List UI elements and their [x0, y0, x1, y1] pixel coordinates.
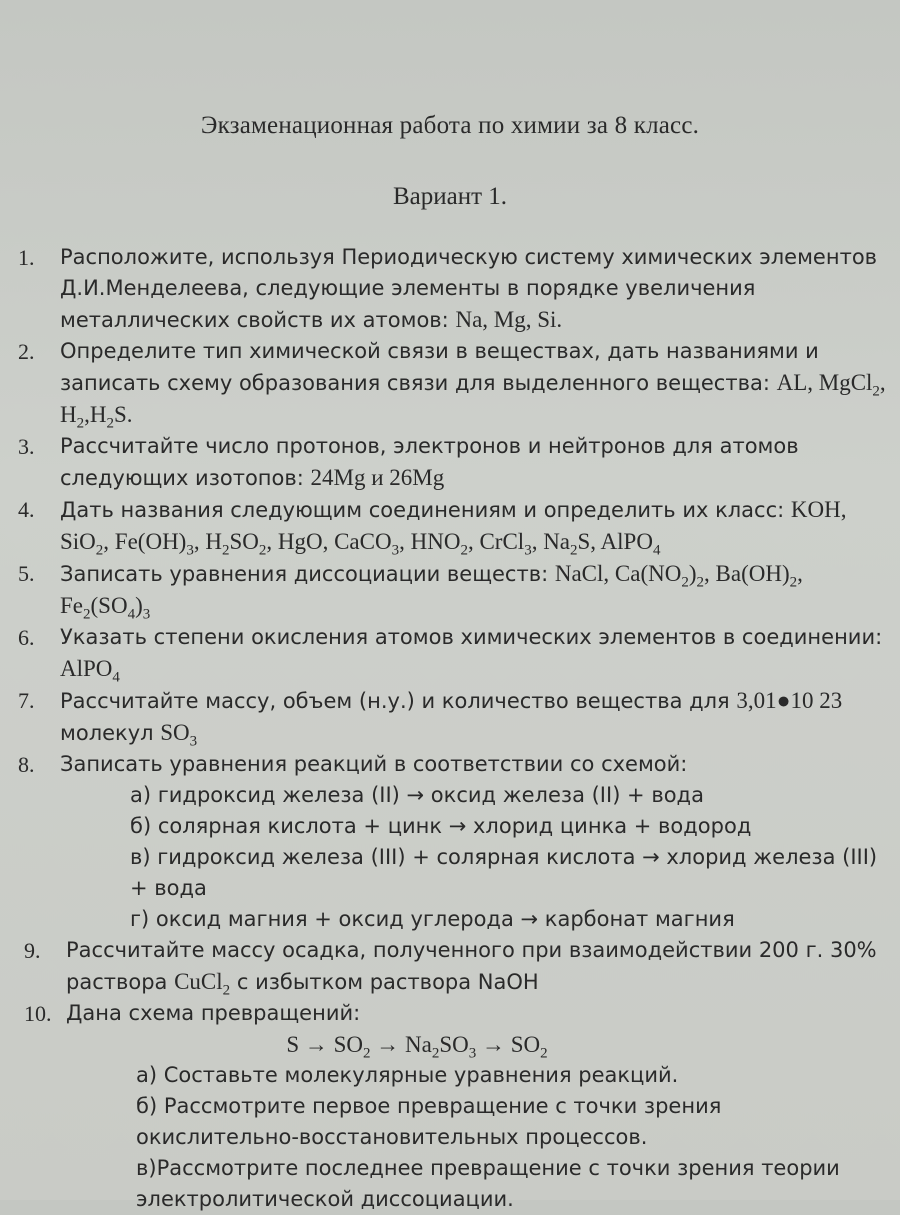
task-number: 2.	[18, 339, 35, 364]
reaction-item: а) гидроксид железа (II) → оксид железа (II) + вода	[130, 783, 704, 807]
task-number: 4.	[18, 497, 35, 522]
task-formula: $SO_3$	[160, 720, 198, 750]
reaction-item: в) гидроксид железа (III) + солярная кислота → хлорид железа (III) + вода	[130, 845, 878, 900]
variant-heading: Вариант 1.	[392, 183, 508, 210]
task-8	[18, 749, 888, 935]
task-text: Записать уравнения диссоциации веществ:	[60, 562, 549, 586]
reaction-item: г) оксид магния + оксид углерода → карбонат магния	[130, 907, 735, 931]
task-value: 3,01●10 23	[736, 688, 843, 713]
task-text: Записать уравнения реакций в соответствии со схемой:	[60, 752, 688, 776]
subtask-item: а) Составьте молекулярные уравнения реакций.	[136, 1063, 679, 1087]
task-text: Дана схема превращений:	[66, 1001, 361, 1025]
task-number: 7.	[18, 688, 35, 713]
task-formula: AL, MgCl$_2$, $H_2,H_2S$.	[60, 370, 886, 432]
task-text-tail: с избытком раствора NaOH	[236, 970, 539, 994]
task-formula: 24Mg и 26Mg	[310, 465, 445, 490]
task-text: Расположите, используя Периодическую систему химических элементов Д.И.Менделеева, следующие элементы в порядке увеличения металлических свойств их атомов:	[60, 245, 878, 332]
task-formula: AlPO$_4$	[60, 656, 120, 686]
task-9	[24, 935, 888, 998]
page-title: Экзаменационная работа по химии за 8 класс.	[200, 112, 700, 139]
subtask-list	[66, 1060, 888, 1215]
reaction-item: б) солярная кислота + цинк → хлорид цинка + водород	[130, 814, 752, 838]
transformation-scheme: $S \to SO_2 \to Na_2SO_3 \to SO_2$	[286, 1032, 548, 1062]
task-formula: NaCl, $Ca(NO_2)_2$, $Ba(OH)_2$, $Fe_2(SO_4)_3$	[60, 561, 803, 623]
task-3	[18, 431, 888, 494]
task-text: Рассчитайте число протонов, электронов и нейтронов для атомов следующих изотопов:	[60, 434, 799, 490]
task-6	[18, 622, 888, 685]
task-text-tail: молекул	[60, 721, 154, 745]
task-number: 5.	[18, 561, 35, 586]
task-text: Дать названия следующим соединениям и определить их класс:	[60, 498, 785, 522]
task-text: Определите тип химической связи в веществах, дать названиями и записать схему образования связи для выделенного вещества:	[60, 339, 819, 395]
task-number: 3.	[18, 434, 35, 459]
task-4	[18, 494, 888, 558]
task-text: Рассчитайте массу осадка, полученного при взаимодействии 200 г. 30% раствора	[66, 938, 877, 994]
task-number: 6.	[18, 625, 35, 650]
task-text: Рассчитайте массу, объем (н.у.) и количество вещества для	[60, 689, 730, 713]
task-number: 9.	[24, 938, 41, 963]
subtask-item: б) Рассмотрите первое превращение с точки зрения окислительно-восстановительных процессов.	[136, 1094, 722, 1149]
task-text: Указать степени окисления атомов химических элементов в соединении:	[60, 625, 883, 649]
subtask-item: в)Рассмотрите последнее превращение с точки зрения теории электролитической диссоциации.	[136, 1156, 840, 1211]
task-number: 1.	[18, 245, 35, 270]
task-1	[18, 242, 888, 336]
task-formula: KOH, SiO$_2$, $Fe(OH)_3$, $H_2SO_2$, HgO, CaCO$_3$, $HNO_2$, CrCl$_3$, $Na_2S$, AlPO$_4$	[60, 497, 847, 559]
task-2	[18, 336, 888, 431]
task-5	[18, 558, 888, 622]
task-10	[24, 998, 888, 1215]
task-formula: CuCl$_2$	[174, 969, 231, 999]
task-number: 8.	[18, 752, 35, 777]
task-list	[18, 242, 888, 1215]
task-formula: Na, Mg, Si.	[455, 307, 563, 332]
task-7	[18, 685, 888, 749]
reaction-list	[60, 780, 888, 935]
task-number: 10.	[24, 1001, 52, 1026]
